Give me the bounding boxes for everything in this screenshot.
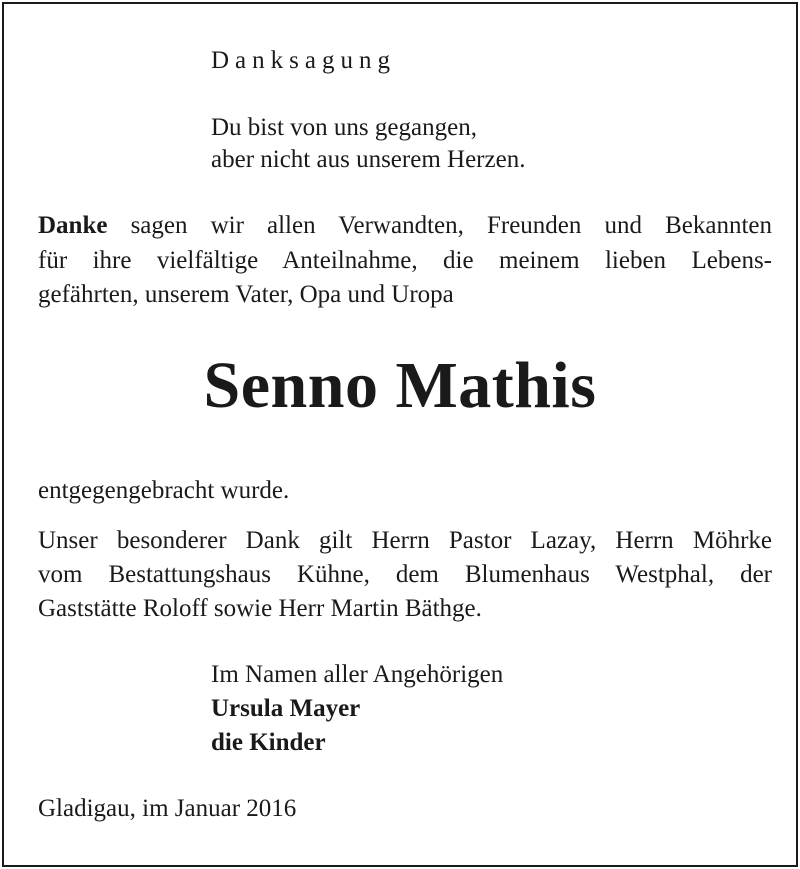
thanks-line-2: für ihre vielfältige Anteilnahme, die meinem lieben Lebens- bbox=[38, 247, 772, 274]
special-thanks-line-3: Gaststätte Roloff sowie Herr Martin Bäthge. bbox=[38, 595, 482, 622]
notice-heading: Danksagung bbox=[211, 47, 396, 74]
special-thanks-line-2: vom Bestattungshaus Kühne, dem Blumenhaus Westphal, der bbox=[38, 561, 772, 588]
signature-name-2: die Kinder bbox=[211, 729, 326, 756]
verse-line-1: Du bist von uns gegangen, bbox=[211, 114, 477, 141]
thanks-lead-word: Danke bbox=[38, 212, 108, 239]
signature-intro: Im Namen aller Angehörigen bbox=[211, 661, 504, 688]
verse-line-2: aber nicht aus unserem Herzen. bbox=[211, 146, 526, 173]
place-date: Gladigau, im Januar 2016 bbox=[38, 795, 297, 822]
deceased-name: Senno Mathis bbox=[203, 349, 597, 422]
thanks-line-3: gefährten, unserem Vater, Opa und Uropa bbox=[38, 281, 454, 308]
closing-line: entgegengebracht wurde. bbox=[38, 477, 290, 504]
signature-name-1: Ursula Mayer bbox=[211, 695, 361, 722]
thanks-line-1-rest: sagen wir allen Verwandten, Freunden und Bekannten bbox=[107, 212, 772, 239]
thanks-line-1 bbox=[38, 211, 772, 241]
special-thanks-line-1: Unser besonderer Dank gilt Herrn Pastor Lazay, Herrn Möhrke bbox=[38, 527, 772, 554]
obituary-notice bbox=[2, 2, 798, 867]
